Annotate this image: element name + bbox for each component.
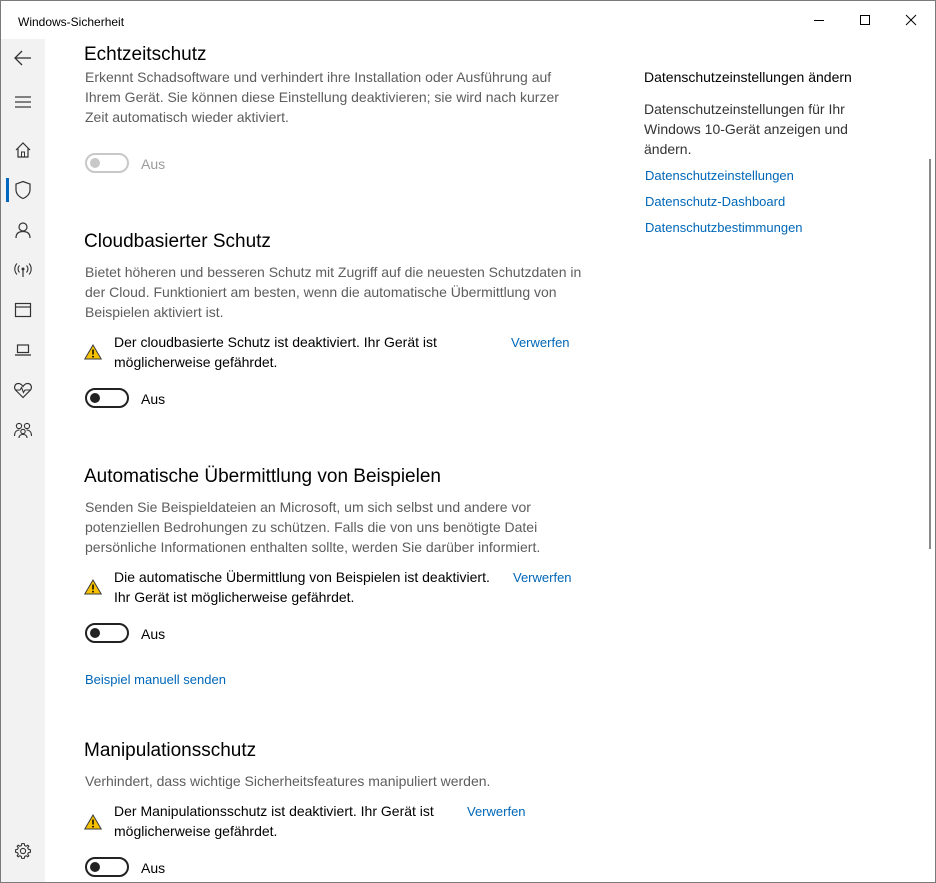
person-icon xyxy=(14,221,32,239)
samples-dismiss-link[interactable]: Verwerfen xyxy=(513,570,572,585)
toggle-knob xyxy=(90,393,100,403)
back-button[interactable] xyxy=(1,40,45,76)
toggle-knob xyxy=(90,628,100,638)
main-content xyxy=(45,39,935,882)
app-browser-icon xyxy=(14,302,32,318)
warning-icon xyxy=(84,814,102,830)
close-icon xyxy=(905,14,917,26)
tamper-dismiss-link[interactable]: Verwerfen xyxy=(467,804,526,819)
nav-virus-protection[interactable] xyxy=(1,172,45,208)
nav-device-security[interactable] xyxy=(1,332,45,368)
privacy-statement-link[interactable]: Datenschutzbestimmungen xyxy=(645,220,803,235)
maximize-icon xyxy=(859,14,871,26)
toggle-knob xyxy=(90,158,100,168)
sample-submission-title: Automatische Übermittlung von Beispielen xyxy=(84,466,441,487)
warning-icon xyxy=(84,579,102,595)
realtime-protection-toggle-label: Aus xyxy=(141,156,166,172)
tamper-protection-toggle[interactable] xyxy=(85,857,129,877)
home-icon xyxy=(14,141,32,159)
sample-submission-toggle[interactable] xyxy=(85,623,129,643)
shield-icon xyxy=(14,180,32,200)
cloud-protection-description: Bietet höheren und besseren Schutz mit Zugriff auf die neuesten Schutzdaten in der Cloud. Funktioniert am besten, wenn die automatische Übermittlung von Beispielen aktiviert ist. xyxy=(85,264,582,320)
tamper-protection-title: Manipulationsschutz xyxy=(84,740,257,761)
nav-family-options[interactable] xyxy=(1,412,45,448)
privacy-panel-title: Datenschutzeinstellungen ändern xyxy=(644,69,852,85)
cloud-protection-title: Cloudbasierter Schutz xyxy=(84,231,271,252)
cloud-protection-toggle-label: Aus xyxy=(141,391,166,407)
nav-app-browser-control[interactable] xyxy=(1,292,45,328)
cloud-protection-warning: Der cloudbasierte Schutz ist deaktiviert. Ihr Gerät ist möglicherweise gefährdet. xyxy=(114,334,437,370)
wireless-icon xyxy=(13,261,33,279)
nav-device-health[interactable] xyxy=(1,372,45,408)
nav-home[interactable] xyxy=(1,132,45,168)
warning-icon xyxy=(84,344,102,360)
privacy-panel-description: Datenschutzeinstellungen für Ihr Windows 10-Gerät anzeigen und ändern. xyxy=(644,101,848,157)
vertical-scrollbar[interactable] xyxy=(929,159,931,549)
sample-submission-description: Senden Sie Beispieldateien an Microsoft, um sich selbst und andere vor potenziellen Bedrohungen zu schützen. Falls die von uns benötigte Datei persönliche Informationen enthalten sollte, werden Sie darüber informiert. xyxy=(85,499,541,555)
family-icon xyxy=(13,421,33,439)
navigation-sidebar xyxy=(1,39,45,882)
nav-account-protection[interactable] xyxy=(1,212,45,248)
nav-settings[interactable] xyxy=(1,833,45,869)
sample-submission-toggle-label: Aus xyxy=(141,626,166,642)
heart-pulse-icon xyxy=(13,381,33,399)
privacy-settings-link[interactable]: Datenschutzeinstellungen xyxy=(645,168,794,183)
gear-icon xyxy=(14,842,32,860)
hamburger-menu-icon xyxy=(14,95,32,109)
cloud-protection-toggle[interactable] xyxy=(85,388,129,408)
minimize-button[interactable] xyxy=(796,1,842,39)
close-button[interactable] xyxy=(888,1,934,39)
toggle-knob xyxy=(90,862,100,872)
privacy-dashboard-link[interactable]: Datenschutz-Dashboard xyxy=(645,194,786,209)
tamper-protection-toggle-label: Aus xyxy=(141,860,166,876)
maximize-button[interactable] xyxy=(842,1,888,39)
back-arrow-icon xyxy=(13,48,33,68)
realtime-protection-title: Echtzeitschutz xyxy=(84,44,207,65)
manual-sample-submit-link[interactable]: Beispiel manuell senden xyxy=(85,672,226,687)
minimize-icon xyxy=(813,14,825,26)
tamper-protection-warning: Der Manipulationsschutz ist deaktiviert. Ihr Gerät ist möglicherweise gefährdet. xyxy=(114,803,434,839)
cloud-dismiss-link[interactable]: Verwerfen xyxy=(511,335,570,350)
tamper-protection-description: Verhindert, dass wichtige Sicherheitsfeatures manipuliert werden. xyxy=(85,773,491,789)
title-bar xyxy=(1,1,935,39)
window-title: Windows-Sicherheit xyxy=(18,15,125,29)
realtime-protection-description: Erkennt Schadsoftware und verhindert ihre Installation oder Ausführung auf Ihrem Gerät. Sie können diese Einstellung deaktivieren; sie wird nach kurzer Zeit automatisch wieder aktiviert. xyxy=(85,69,559,125)
sample-submission-warning: Die automatische Übermittlung von Beispielen ist deaktiviert. Ihr Gerät ist möglicherweise gefährdet. xyxy=(114,569,490,605)
nav-firewall-network[interactable] xyxy=(1,252,45,288)
realtime-protection-toggle[interactable] xyxy=(85,153,129,173)
menu-button[interactable] xyxy=(1,84,45,120)
laptop-icon xyxy=(14,343,32,357)
